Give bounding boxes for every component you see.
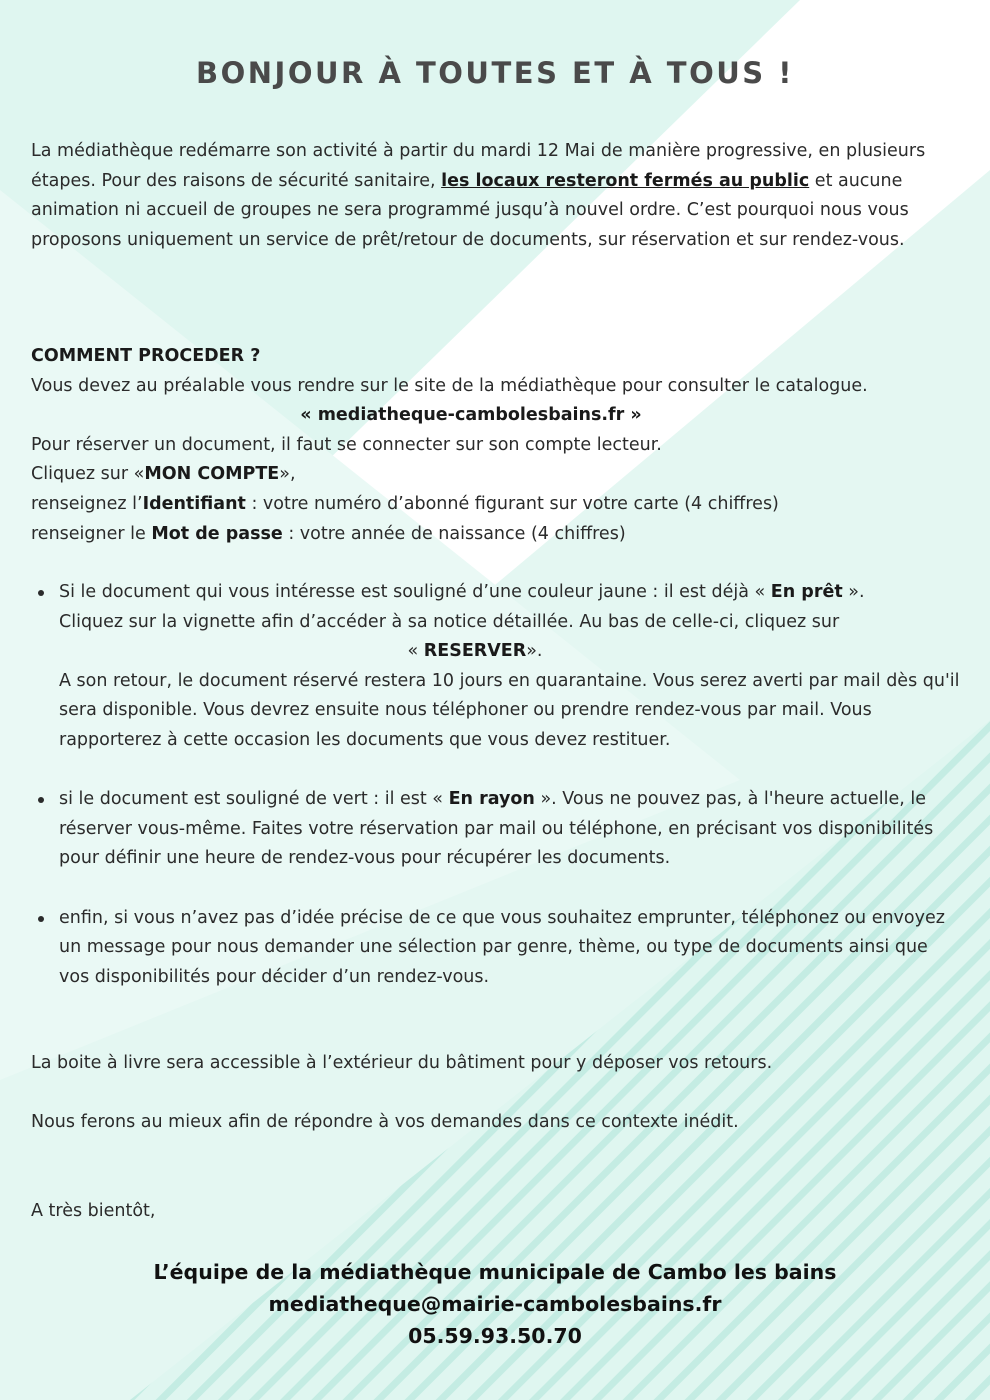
how-to-section [31,342,971,549]
on-shelf-suffix: ». Vous ne pouvez pas, à l'heure actuelle, le réserver vous-même. Faites votre réservation par mail ou téléphone, en précisant vos disponibilités pour définir une heure de rendez-vous pour récupérer les documents. [59,789,934,869]
identifier-label: Identifiant [142,493,246,514]
farewell-text: A très bientôt, [31,1200,156,1221]
reserve-label: RESERVER [423,641,527,662]
reserve-suffix: ». [526,641,543,662]
page-title: BONJOUR À TOUTES ET À TOUS ! [196,56,794,90]
intro-text-2: et aucune animation ni accueil de groupes ne sera programmé jusqu’à nouvel ordre. C’est pourquoi nous vous proposons uniquement un service de prêt/retour de documents, sur réservation et sur rendez-vous. [31,170,909,250]
book-box-text: La boite à livre sera accessible à l’extérieur du bâtiment pour y déposer vos retours. [31,1053,773,1073]
on-loan-text [59,578,961,608]
reserve-instruction [59,637,961,667]
closing-section [31,1049,961,1226]
identifier-instruction [31,490,971,520]
account-instruction [31,460,971,490]
context-text: Nous ferons au mieux afin de répondre à vos demandes dans ce contexte inédit. [31,1112,739,1133]
intro-text-1: La médiathèque redémarre son activité à partir du mardi 12 Mai de manière progressive, en plusieurs étapes. Pour des raisons de sécurité sanitaire, [31,141,926,191]
contact-phone[interactable]: 05.59.93.50.70 [408,1324,582,1348]
on-shelf-prefix: si le document est souligné de vert : il est « [59,789,449,810]
password-label: Mot de passe [151,523,283,544]
on-shelf-label: En rayon [448,789,535,810]
list-item-on-shelf [31,785,961,874]
website-address: « mediatheque-cambolesbains.fr » [300,405,642,426]
closed-notice: les locaux resteront fermés au public [441,170,810,191]
account-prefix: Cliquez sur « [31,464,145,485]
account-label: MON COMPTE [144,464,280,485]
catalogue-instruction: Vous devez au préalable vous rendre sur le site de la médiathèque pour consulter le catalogue. [31,375,868,396]
reserve-prefix: « [407,641,424,662]
list-item-selection [31,904,961,993]
intro-paragraph [31,137,961,255]
login-instruction: Pour réserver un document, il faut se connecter sur son compte lecteur. [31,434,662,455]
section-heading: COMMENT PROCEDER ? [31,346,261,366]
identifier-suffix: : votre numéro d’abonné figurant sur votre carte (4 chiffres) [245,493,779,514]
on-shelf-text [59,785,961,874]
on-loan-suffix: ». [842,582,865,602]
on-loan-prefix: Si le document qui vous intéresse est souligné d’une couleur jaune : il est déjà « [59,582,771,602]
quarantine-text: A son retour, le document réservé restera 10 jours en quarantaine. Vous serez averti par mail dès qu'il sera disponible. Vous devrez ensuite nous téléphoner ou prendre rendez-vous par mail. Vous rapporterez à cette occasion les documents que vous devez restituer. [59,670,960,750]
contact-email[interactable]: mediatheque@mairie-cambolesbains.fr [268,1292,722,1316]
signature-block [0,1256,990,1352]
on-loan-label: En prêt [770,582,843,602]
thumbnail-instruction: Cliquez sur la vignette afin d’accéder à sa notice détaillée. Au bas de celle-ci, cliquez sur [59,611,840,632]
password-prefix: renseigner le [31,523,152,544]
identifier-prefix: renseignez l’ [31,493,143,514]
selection-text: enfin, si vous n’avez pas d’idée précise de ce que vous souhaitez emprunter, téléphonez ou envoyez un message pour nous demander une sélection par genre, thème, ou type de documents ainsi que vos disponibilités pour décider d’un rendez-vous. [59,907,945,987]
account-suffix: », [279,464,296,485]
password-suffix: : votre année de naissance (4 chiffres) [282,523,626,544]
instructions-list [31,578,961,992]
list-item-on-loan [31,578,961,756]
password-instruction [31,520,971,550]
team-name: L’équipe de la médiathèque municipale de Cambo les bains [153,1260,837,1284]
